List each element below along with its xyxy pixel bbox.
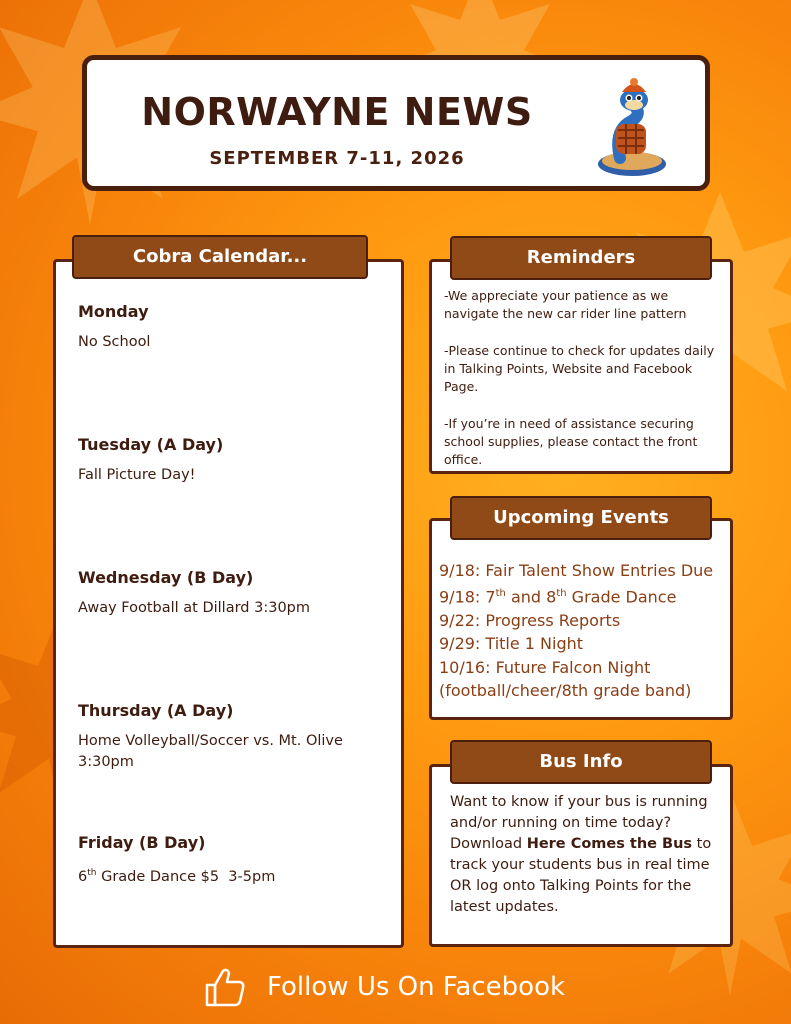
calendar-day-heading: Friday (B Day) <box>78 833 206 852</box>
calendar-panel <box>53 259 404 948</box>
event-item: 9/29: Title 1 Night <box>439 634 584 654</box>
newsletter-title: NORWAYNE NEWS <box>141 90 533 134</box>
calendar-day-heading: Thursday (A Day) <box>78 701 234 720</box>
upcoming-events-list <box>439 559 731 702</box>
upcoming-events-panel <box>429 518 733 720</box>
event-text: and 8 <box>505 587 557 607</box>
newsletter-header <box>82 55 710 191</box>
bus-info-line: to track your students bus in real time OR log onto Talking Points for the latest updates. <box>450 836 712 915</box>
newsletter-date: SEPTEMBER 7-11, 2026 <box>209 148 465 169</box>
calendar-day-heading: Wednesday (B Day) <box>78 568 254 587</box>
event-item: 9/18: Fair Talent Show Entries Due <box>439 561 714 580</box>
calendar-day-event: Fall Picture Day! <box>78 467 196 483</box>
reminder-item: -If you’re in need of assistance securing school supplies, please contact the front office. <box>444 416 698 467</box>
event-superscript: th <box>556 588 567 600</box>
event-text: 6 <box>78 868 88 885</box>
thumbs-up-icon <box>203 965 247 1009</box>
event-text: 9/18: 7 <box>439 587 496 607</box>
bus-info-line: Want to know if your bus is running and/or running on time today? <box>450 794 708 831</box>
calendar-heading-tab: Cobra Calendar... <box>72 235 368 279</box>
calendar-day-event: Away Football at Dillard 3:30pm <box>78 600 310 616</box>
event-item: (football/cheer/8th grade band) <box>439 680 692 700</box>
bus-info-text <box>450 792 722 918</box>
calendar-day-event: Home Volleyball/Soccer vs. Mt. Olive 3:30pm <box>78 733 343 770</box>
event-superscript: th <box>87 868 97 878</box>
upcoming-events-heading-tab: Upcoming Events <box>450 496 712 540</box>
event-item: 9/22: Progress Reports <box>439 610 621 630</box>
calendar-day-heading: Tuesday (A Day) <box>78 435 224 454</box>
event-text: Grade Dance <box>566 587 677 607</box>
cobra-mascot-icon <box>592 78 672 178</box>
reminders-panel <box>429 259 733 474</box>
calendar-day-event <box>78 863 378 888</box>
event-item <box>439 582 731 609</box>
bus-info-panel <box>429 764 733 947</box>
facebook-link[interactable] <box>203 965 565 1009</box>
event-item: 10/16: Future Falcon Night <box>439 657 651 677</box>
calendar-day-event: No School <box>78 334 151 350</box>
event-superscript: th <box>495 588 506 600</box>
bus-app-name: Here Comes the Bus <box>526 836 693 852</box>
event-text: Grade Dance $5 3-5pm <box>96 868 276 885</box>
bus-info-heading-tab: Bus Info <box>450 740 712 784</box>
reminder-item: -We appreciate your patience as we navigate the new car rider line pattern <box>444 288 687 321</box>
reminder-item: -Please continue to check for updates daily in Talking Points, Website and Facebook Page. <box>444 343 715 394</box>
reminders-heading-tab: Reminders <box>450 236 712 280</box>
facebook-link-label[interactable]: Follow Us On Facebook <box>267 972 566 1002</box>
calendar-day-heading: Monday <box>78 302 149 321</box>
bus-info-line: Download <box>450 836 527 852</box>
